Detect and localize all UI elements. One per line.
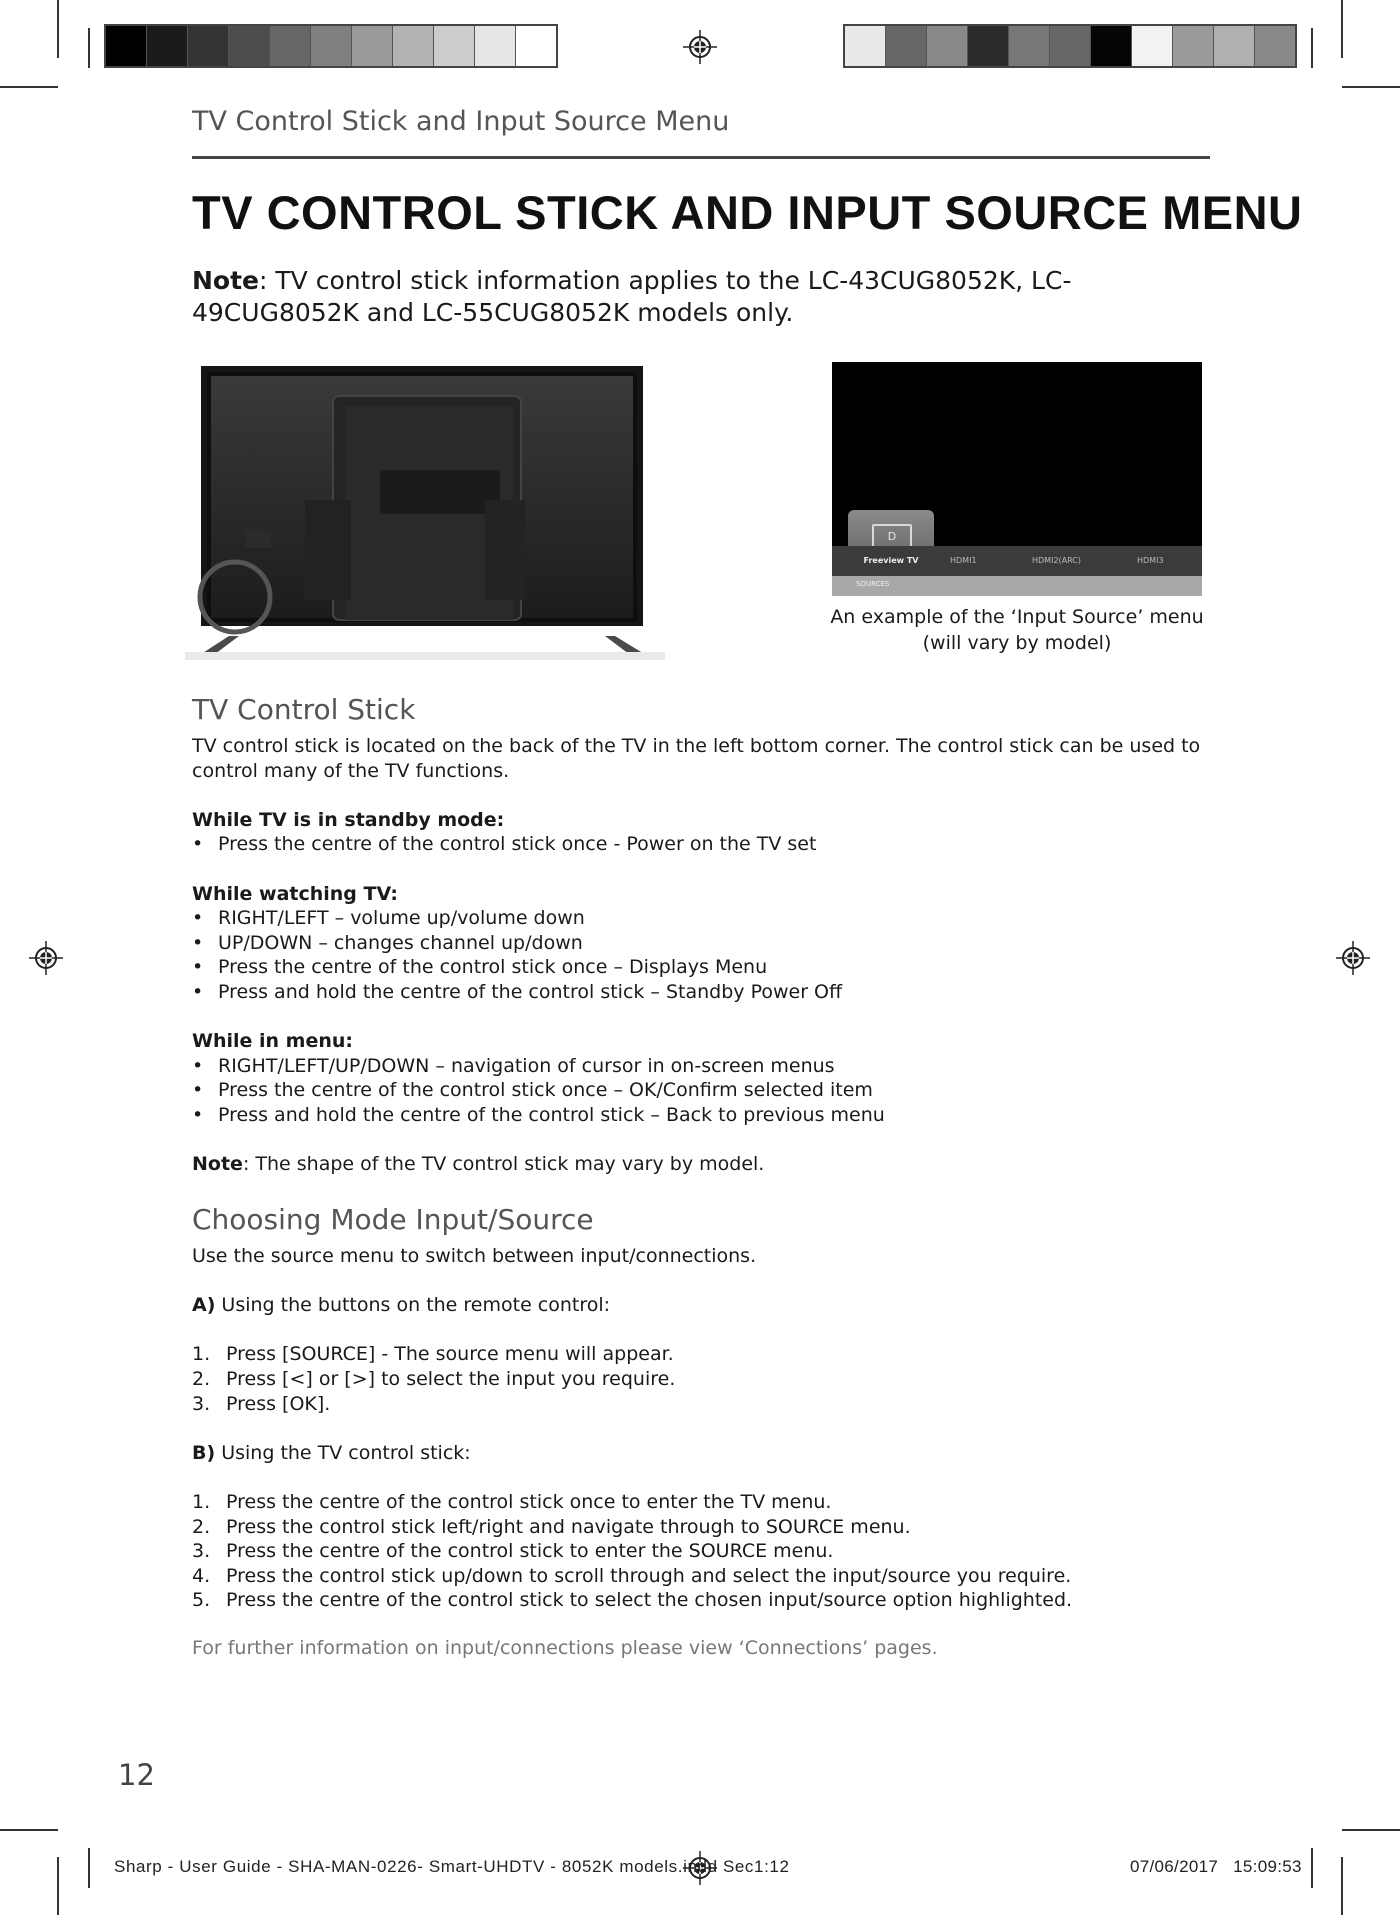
choosing-body [192, 1244, 1222, 1613]
crop-mark [1342, 86, 1400, 88]
step-text: Press the centre of the control stick to select the chosen input/source option highlighted. [226, 1589, 1073, 1612]
color-swatch [270, 26, 311, 66]
color-swatch [475, 26, 516, 66]
list-item-text: Press and hold the centre of the control stick – Back to previous menu [218, 1103, 885, 1126]
color-swatch [516, 26, 556, 66]
step-text: Press [OK]. [226, 1392, 331, 1415]
color-calibration-bar-right [843, 24, 1297, 68]
list-item: • Press the centre of the control stick once - Power on the TV set [192, 833, 817, 856]
step-number: 4. [192, 1564, 211, 1587]
step-number: 2. [192, 1367, 211, 1390]
step-text: Press [<] or [>] to select the input you require. [226, 1367, 676, 1390]
source-item: Freeview TV [863, 556, 919, 565]
color-swatch [886, 26, 927, 66]
print-date: 07/06/2017 [1130, 1857, 1219, 1876]
control-stick-intro: TV control stick is located on the back of the TV in the left bottom corner. The control stick can be used to control many of the TV functions. [192, 735, 1201, 782]
registration-mark-icon [29, 941, 63, 975]
list-item-text: RIGHT/LEFT/UP/DOWN – navigation of cursor in on-screen menus [218, 1054, 835, 1077]
choosing-intro: Use the source menu to switch between input/connections. [192, 1245, 757, 1267]
list-item-text: Press the centre of the control stick once – Displays Menu [218, 956, 768, 979]
numbered-step [192, 1342, 1222, 1367]
numbered-step [192, 1392, 1222, 1417]
crop-mark [1342, 1829, 1400, 1831]
numbered-step [192, 1367, 1222, 1392]
color-swatch [1173, 26, 1214, 66]
connections-note: For further information on input/connections please view ‘Connections’ pages. [192, 1637, 938, 1659]
step-number: 1. [192, 1343, 211, 1366]
step-number: 1. [192, 1490, 211, 1513]
standby-heading: While TV is in standby mode: [192, 808, 505, 831]
color-swatch [393, 26, 434, 66]
watching-heading: While watching TV: [192, 882, 398, 905]
list-item: • RIGHT/LEFT – volume up/volume down [192, 907, 585, 930]
step-text: Press the centre of the control stick to enter the SOURCE menu. [226, 1540, 834, 1563]
method-b-text: Using the TV control stick: [215, 1441, 471, 1464]
crop-mark [88, 28, 90, 68]
step-text: Press the centre of the control stick once to enter the TV menu. [226, 1490, 832, 1513]
color-swatch [845, 26, 886, 66]
numbered-step [192, 1490, 1222, 1515]
crop-mark [0, 1829, 58, 1831]
numbered-step [192, 1588, 1222, 1613]
list-item-text: Press and hold the centre of the control stick – Standby Power Off [218, 980, 843, 1003]
note-label: Note [192, 266, 260, 295]
list-item-text: Press the centre of the control stick once – OK/Confirm selected item [218, 1079, 873, 1102]
crop-mark [1311, 28, 1313, 68]
section-heading-control-stick: TV Control Stick [192, 693, 416, 726]
menu-heading: While in menu: [192, 1030, 353, 1053]
control-stick-body [192, 734, 1222, 1177]
tv-back-image [185, 360, 665, 660]
step-text: Press the control stick up/down to scroll through and select the input/source you require. [226, 1564, 1072, 1587]
list-item-text: UP/DOWN – changes channel up/down [218, 931, 583, 954]
color-swatch [1132, 26, 1173, 66]
color-swatch [311, 26, 352, 66]
tv-glyph-icon: D [872, 524, 912, 550]
crop-mark [57, 1857, 59, 1915]
list-item: • Press the centre of the control stick once – Displays Menu [192, 956, 768, 979]
color-swatch [188, 26, 229, 66]
section-heading-choosing-mode: Choosing Mode Input/Source [192, 1203, 594, 1236]
step-text: Press [SOURCE] - The source menu will appear. [226, 1343, 674, 1366]
list-item-text: RIGHT/LEFT – volume up/volume down [218, 907, 585, 930]
page-title: TV CONTROL STICK AND INPUT SOURCE MENU [192, 186, 1303, 239]
caption-line: (will vary by model) [922, 632, 1112, 654]
shape-note-text: : The shape of the TV control stick may vary by model. [242, 1153, 765, 1176]
color-swatch [352, 26, 393, 66]
numbered-step [192, 1564, 1222, 1589]
input-source-menu-image [832, 362, 1202, 596]
print-timestamp [1130, 1857, 1302, 1877]
crop-mark [1311, 1848, 1313, 1888]
caption-line: An example of the ‘Input Source’ menu [830, 606, 1204, 628]
list-item: • UP/DOWN – changes channel up/down [192, 931, 583, 954]
color-swatch [147, 26, 188, 66]
image-caption [826, 604, 1208, 656]
numbered-step [192, 1539, 1222, 1564]
crop-mark [57, 0, 59, 58]
list-item: • RIGHT/LEFT/UP/DOWN – navigation of cursor in on-screen menus [192, 1054, 835, 1077]
model-note [192, 265, 1222, 329]
list-item-text: Press the centre of the control stick once - Power on the TV set [218, 833, 817, 856]
method-b-label: B) [192, 1441, 216, 1464]
color-calibration-bar-left [104, 24, 558, 68]
method-a [192, 1293, 1222, 1318]
shape-note [192, 1152, 1222, 1177]
method-a-text: Using the buttons on the remote control: [215, 1294, 611, 1317]
step-number: 5. [192, 1589, 211, 1612]
registration-mark-icon [683, 30, 717, 64]
step-number: 3. [192, 1392, 211, 1415]
shape-note-label: Note [192, 1153, 243, 1176]
color-swatch [1214, 26, 1255, 66]
numbered-step [192, 1515, 1222, 1540]
color-swatch [927, 26, 968, 66]
step-number: 3. [192, 1540, 211, 1563]
page-number: 12 [118, 1758, 155, 1792]
step-text: Press the control stick left/right and navigate through to SOURCE menu. [226, 1515, 911, 1538]
color-swatch [968, 26, 1009, 66]
color-swatch [106, 26, 147, 66]
color-swatch [1255, 26, 1295, 66]
step-number: 2. [192, 1515, 211, 1538]
color-swatch [1050, 26, 1091, 66]
list-item: • Press and hold the centre of the control stick – Back to previous menu [192, 1103, 885, 1126]
color-swatch [1009, 26, 1050, 66]
crop-mark [0, 86, 58, 88]
running-header: TV Control Stick and Input Source Menu [192, 106, 730, 137]
source-item: HDMI1 [950, 556, 977, 565]
source-footer-label: SOURCES [856, 580, 890, 588]
header-rule [192, 156, 1210, 159]
crop-mark [1341, 1857, 1343, 1915]
crop-mark [1341, 0, 1343, 58]
crop-mark [88, 1848, 90, 1888]
color-swatch [229, 26, 270, 66]
method-b [192, 1441, 1222, 1466]
list-item: • Press and hold the centre of the control stick – Standby Power Off [192, 980, 843, 1003]
source-item: HDMI3 [1137, 556, 1164, 565]
note-text: : TV control stick information applies to the LC-43CUG8052K, LC-49CUG8052K and LC-55CUG8052K models only. [192, 266, 1072, 327]
source-item: HDMI2(ARC) [1032, 556, 1081, 565]
color-swatch [1091, 26, 1132, 66]
print-time: 15:09:53 [1233, 1857, 1302, 1876]
registration-mark-icon [1336, 941, 1370, 975]
print-slug: Sharp - User Guide - SHA-MAN-0226- Smart-UHDTV - 8052K models.indd Sec1:12 [114, 1857, 790, 1876]
list-item: • Press the centre of the control stick once – OK/Confirm selected item [192, 1079, 873, 1102]
color-swatch [434, 26, 475, 66]
method-a-label: A) [192, 1294, 216, 1317]
